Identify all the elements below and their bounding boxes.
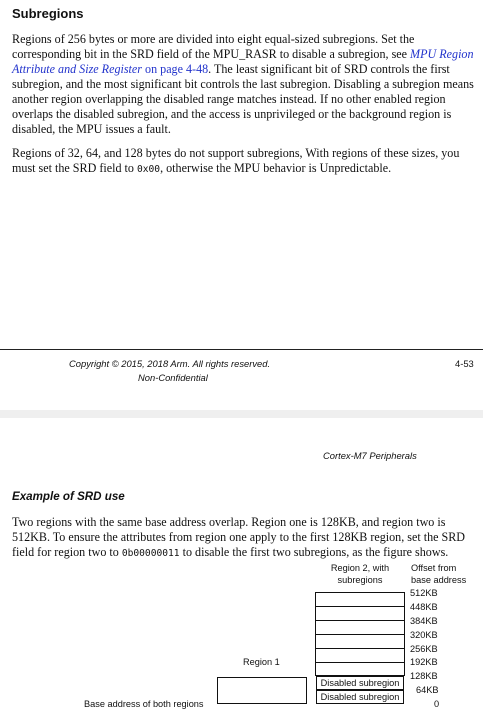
srd-code-value: 0x00 (136, 164, 161, 175)
disabled-subregion-1: Disabled subregion (316, 676, 404, 690)
subregion-3 (316, 649, 404, 663)
page-separator (0, 410, 483, 418)
page-number: 4-53 (455, 358, 474, 369)
offset-320kb: 320KB (410, 630, 438, 640)
subregion-5 (316, 621, 404, 635)
subregions-paragraph-1 (12, 32, 476, 137)
para1-text-a: Regions of 256 bytes or more are divided into eight equal-sized subregions. Set the corresponding bit in the SRD field of the MPU_RASR to disable a subregion, see (12, 32, 415, 61)
subregions-paragraph-2: Regions of 32, 64, and 128 bytes do not support subregions, With regions of these sizes, you must set the SRD field to 0x00, otherwise the MPU behavior is Unpredictable. (12, 146, 460, 175)
subregion-4 (316, 635, 404, 649)
offset-384kb: 384KB (410, 616, 438, 626)
copyright-text: Copyright © 2015, 2018 Arm. All rights reserved. (69, 358, 271, 369)
offset-header-label: Offset from base address (411, 563, 467, 585)
running-header: Cortex-M7 Peripherals (323, 450, 417, 461)
para1-text-b: . The least significant bit of SRD controls the first subregion, and the most significant bit controls the last subregion. Disabling a subregion means another region overlapping the disabled range matches instead. If no other enabled region overlaps the disabled subregion, and the access is unprivileged or the background region is disabled, the MPU issues a fault. (12, 62, 474, 136)
offset-448kb: 448KB (410, 602, 438, 612)
subregion-6 (316, 607, 404, 621)
section-title: Subregions (12, 6, 84, 21)
region1-box (217, 677, 307, 704)
offset-512kb: 512KB (410, 588, 438, 598)
offset-128kb: 128KB (410, 671, 438, 681)
disabled-subregion-0: Disabled subregion (316, 690, 404, 704)
example-title: Example of SRD use (12, 490, 125, 503)
base-address-label: Base address of both regions (84, 699, 204, 709)
subregion-2 (316, 663, 404, 677)
offset-256kb: 256KB (410, 644, 438, 654)
region2-label: Region 2, with subregions (330, 563, 390, 585)
offset-192kb: 192KB (410, 657, 438, 667)
mpu-rasr-register-link[interactable]: MPU Region Attribute and Size Register on page 4-48 (12, 47, 474, 76)
region1-label: Region 1 (243, 657, 280, 667)
srd-binary-value: 0b00000011 (121, 548, 180, 559)
offset-0: 0 (434, 699, 440, 709)
confidentiality-text: Non-Confidential (138, 372, 208, 383)
offset-64kb: 64KB (416, 685, 439, 695)
region2-subregion-stack (315, 592, 405, 676)
subregion-7 (316, 593, 404, 607)
footer-rule (0, 349, 483, 350)
example-paragraph: Two regions with the same base address overlap. Region one is 128KB, and region two is 512KB. To ensure the attributes from region one apply to the first 128KB region, set the SRD field for region two to 0b00000011 to disable the first two subregions, as the figure shows. (12, 515, 466, 559)
